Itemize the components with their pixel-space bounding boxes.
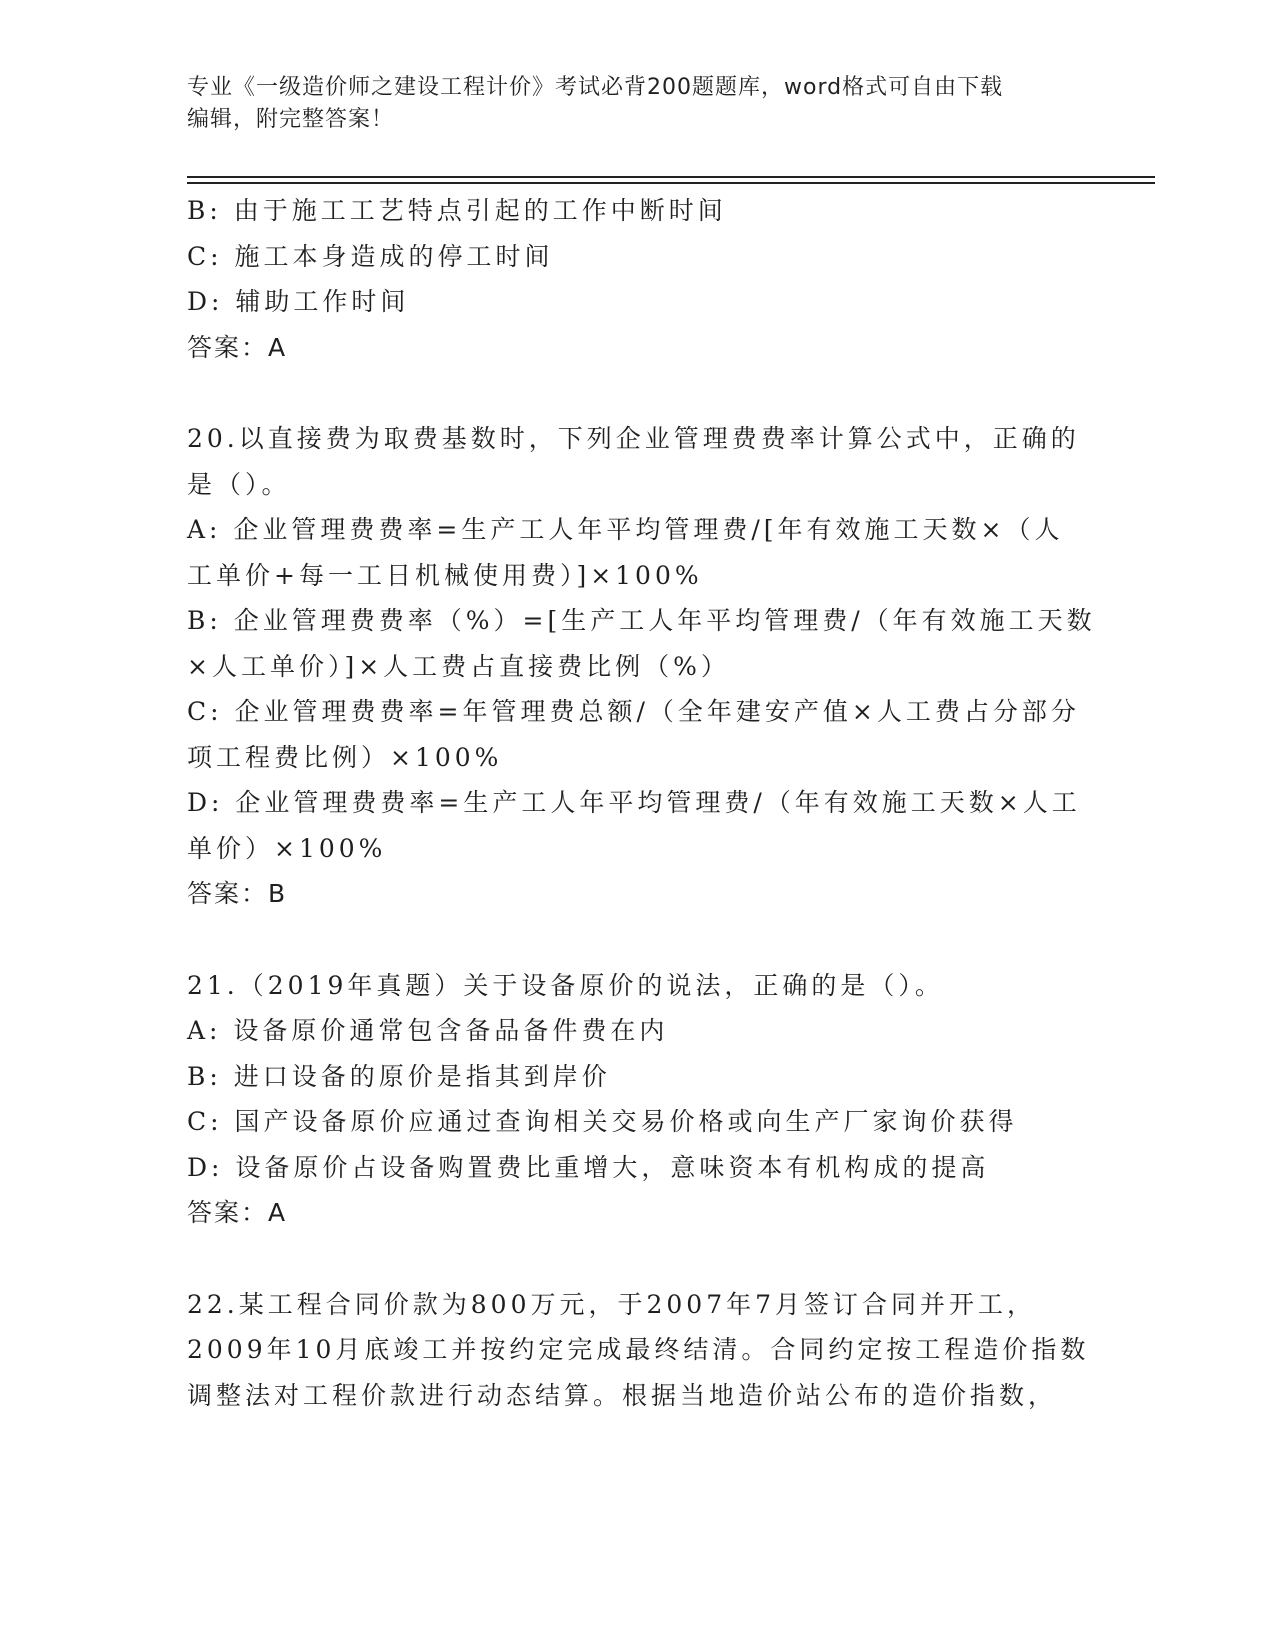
q20-option-b-line-2: ×人工单价）]×人工费占直接费比例（%） xyxy=(187,651,730,681)
q19-answer: 答案：A xyxy=(187,332,288,362)
q20-option-a-line-1: A: 企业管理费费率=生产工人年平均管理费/[年有效施工天数×（人 xyxy=(187,515,1064,544)
q22-stem-line-2: 2009年10月底竣工并按约定完成最终结清。合同约定按工程造价指数 xyxy=(187,1335,1090,1364)
question-19-block xyxy=(187,188,1087,370)
question-spacer xyxy=(187,370,1087,416)
q19-option-d: D: 辅助工作时间 xyxy=(187,287,410,316)
q21-option-b: B: 进口设备的原价是指其到岸价 xyxy=(187,1061,611,1091)
q19-option-c: C: 施工本身造成的停工时间 xyxy=(187,241,554,271)
q20-stem-line-1: 20.以直接费为取费基数时，下列企业管理费费率计算公式中，正确的 xyxy=(187,424,1080,453)
q21-option-d: D: 设备原价占设备购置费比重增大，意味资本有机构成的提高 xyxy=(187,1152,990,1182)
q20-option-a-line-2: 工单价+每一工日机械使用费）]×100% xyxy=(187,560,703,590)
q21-stem: 21.（2019年真题）关于设备原价的说法，正确的是（）。 xyxy=(187,970,944,1000)
q22-stem-line-3: 调整法对工程价款进行动态结算。根据当地造价站公布的造价指数， xyxy=(187,1380,1058,1410)
question-spacer xyxy=(187,917,1087,963)
q19-option-b: B: 由于施工工艺特点引起的工作中断时间 xyxy=(187,196,727,225)
header-line-1: 专业《一级造价师之建设工程计价》考试必背200题题库，word格式可自由下载 xyxy=(187,75,1004,100)
question-21-block xyxy=(187,963,1087,1236)
header-divider-top xyxy=(187,176,1155,178)
q21-answer: 答案：A xyxy=(187,1198,288,1227)
question-content xyxy=(187,188,1096,1418)
header-divider-bottom xyxy=(187,182,1155,184)
q20-option-b-line-1: B: 企业管理费费率（%）=[生产工人年平均管理费/（年有效施工天数 xyxy=(187,606,1096,635)
document-header xyxy=(187,72,1067,136)
q20-option-d-line-1: D: 企业管理费费率=生产工人年平均管理费/（年有效施工天数×人工 xyxy=(187,788,1081,817)
question-22-block xyxy=(187,1282,1090,1419)
q20-answer: 答案：B xyxy=(187,879,288,908)
q20-option-c-line-2: 项工程费比例）×100% xyxy=(187,742,503,772)
q20-option-d-line-2: 单价）×100% xyxy=(187,833,387,863)
question-spacer xyxy=(187,1236,1087,1282)
q21-option-a: A: 设备原价通常包含备品备件费在内 xyxy=(187,1016,669,1045)
q20-stem-line-2: 是（）。 xyxy=(187,469,291,499)
q22-stem-line-1: 22.某工程合同价款为800万元，于2007年7月签订合同并开工， xyxy=(187,1289,1037,1319)
q21-option-c: C: 国产设备原价应通过查询相关交易价格或向生产厂家询价获得 xyxy=(187,1107,1018,1136)
question-20-block xyxy=(187,416,1096,917)
q20-option-c-line-1: C: 企业管理费费率=年管理费总额/（全年建安产值×人工费占分部分 xyxy=(187,697,1080,726)
header-line-2: 编辑，附完整答案！ xyxy=(187,107,395,132)
